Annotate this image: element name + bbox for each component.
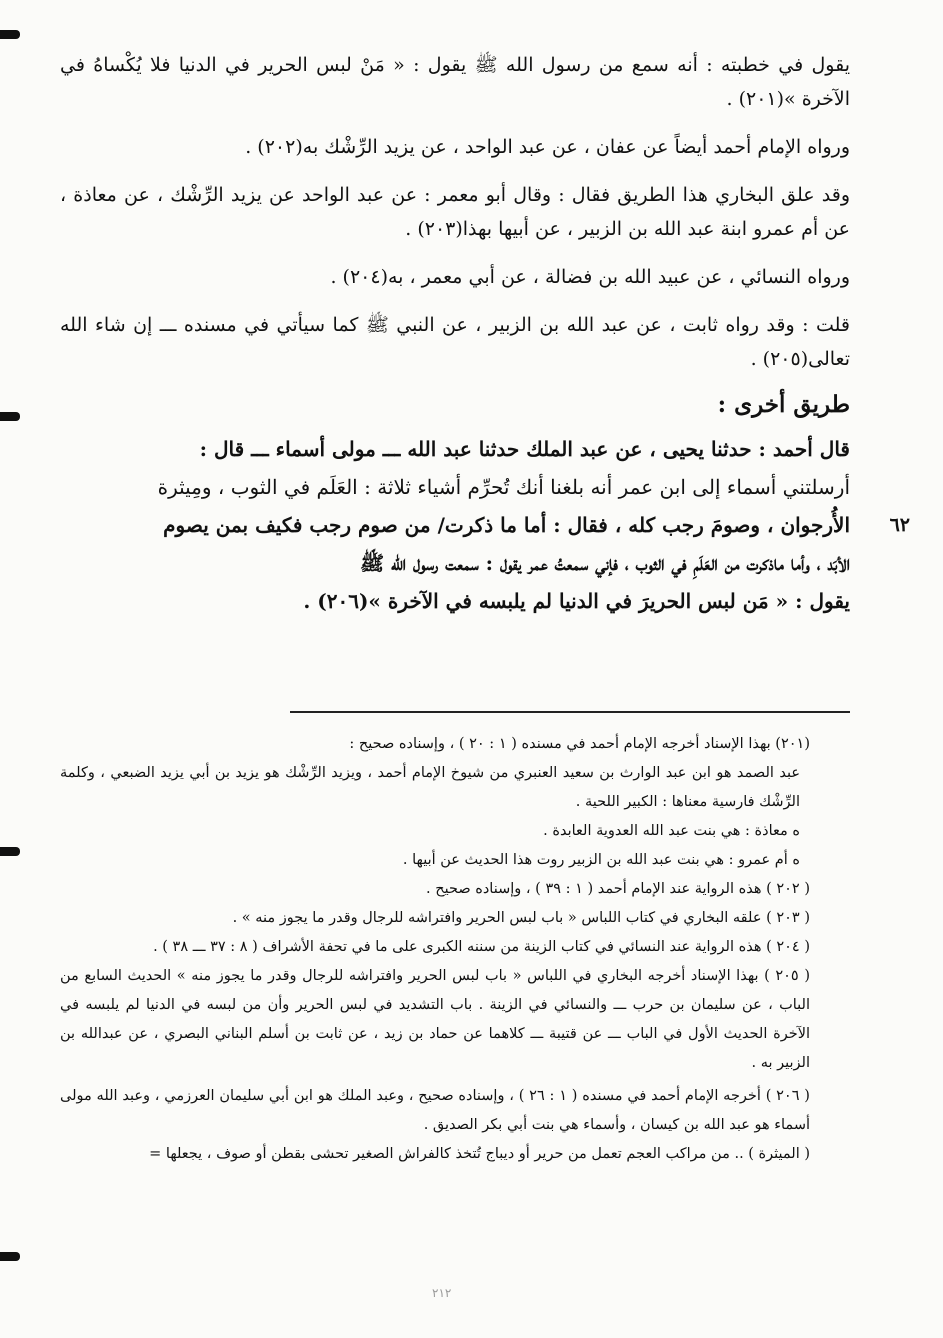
text-line: أرسلتني أسماء إلى ابن عمر أنه بلغنا أنك تُحرِّم أشياء ثلاثة : العَلَم في الثوب ، ومِيثرة [157,475,850,499]
footnote: ( ٢٠٣ ) علقه البخاري في كتاب اللباس « باب لبس الحرير وافتراشه للرجال وقدر ما يجوز منه » . [232,910,810,926]
footnote: ( ٢٠٤ ) هذه الرواية عند النسائي في كتاب الزينة من سننه الكبرى على ما في تحفة الأشراف ( ٨ : ٣٧ ـــ ٣٨ ) . [153,939,810,955]
main-text [60,48,910,620]
paragraph: يقول في خطبته : أنه سمع من رسول الله ﷺ يقول : « مَنْ لبس الحرير في الدنيا فلا يُكْساهُ في الآخرة »(٢٠١) . [60,54,850,110]
footnote-separator [290,711,850,713]
footnotes [60,730,850,1169]
scan-mark [0,847,20,856]
footnote-detail: ه معاذة : هي بنت عبد الله العدوية العابدة . [543,823,800,839]
footnote-detail: ه أم عمرو : هي بنت عبد الله بن الزبير روت هذا الحديث عن أبيها . [402,852,800,868]
footnote: ( الميثرة ) .. من مراكب العجم تعمل من حرير أو ديباج تُتخذ كالفراش الصغير تحشى بقطن أو صوف ، يجعلها = [149,1146,810,1162]
page-number: ٢١٢ [432,1286,452,1300]
footnote: ( ٢٠٢ ) هذه الرواية عند الإمام أحمد ( ١ : ٣٩ ) ، وإسناده صحيح . [426,881,810,897]
paragraph: ورواه النسائي ، عن عبيد الله بن فضالة ، عن أبي معمر ، به(٢٠٤) . [330,266,850,288]
text-line-with-margin [60,506,910,544]
scan-mark [0,412,20,421]
hadith-block [60,430,910,620]
text-line: قال أحمد : حدثنا يحيى ، عن عبد الملك حدثنا عبد الله ـــ مولى أسماء ـــ قال : [199,437,850,461]
section-heading: طريق أخرى : [717,391,850,418]
paragraph: قلت : وقد رواه ثابت ، عن عبد الله بن الزبير ، عن النبي ﷺ كما سيأتي في مسنده ـــ إن شاء الله تعالى(٢٠٥) . [60,314,850,370]
footnote: ( ٢٠٦ ) أخرجه الإمام أحمد في مسنده ( ١ : ٢٦ ) ، وإسناده صحيح ، وعبد الملك هو ابن أبي سليمان العرزمي ، وعبد الله مولى أسماء هو عبد الله بن كيسان ، وأسماء هي بنت أبي بكر الصديق . [60,1088,810,1133]
text-line: الأبَد ، وأما ماذكرت من العَلَمِ في الثوب ، فإني سمعتُ عمر يقول : سمعت رسول الله ﷺ [359,551,850,575]
paragraph: ورواه الإمام أحمد أيضاً عن عفان ، عن عبد الواحد ، عن يزيد الرِّشْك به(٢٠٢) . [245,136,850,158]
footnote: (٢٠١) بهذا الإسناد أخرجه الإمام أحمد في مسنده ( ١ : ٢٠ ) ، وإسناده صحيح : [349,736,810,752]
scan-mark [0,30,20,39]
margin-page-number: ٦٢ [889,514,910,536]
footnote-detail: عبد الصمد هو ابن عبد الوارث بن سعيد العنبري من شيوخ الإمام أحمد ، ويزيد الرِّشْك هو يزيد بن أبي يزيد الضبعي ، وكلمة الرِّشْك فارسية معناها : الكبير اللحية . [60,765,800,810]
scan-mark [0,1252,20,1261]
text-line: الأُرجوان ، وصومَ رجب كله ، فقال : أما ما ذكرت/ من صوم رجب فكيف بمن يصوم [163,513,850,537]
paragraph: وقد علق البخاري هذا الطريق فقال : وقال أبو معمر : عن عبد الواحد عن يزيد الرِّشْك ، عن معاذة ، عن أم عمرو ابنة عبد الله بن الزبير ، عن أبيها بهذا(٢٠٣) . [60,184,850,240]
footnote: ( ٢٠٥ ) بهذا الإسناد أخرجه البخاري في اللباس « باب لبس الحرير وافتراشه للرجال وقدر ما يجوز منه » الحديث السابع من الباب ، عن سليمان بن حرب ـــ والنسائي في الزينة . باب التشديد في لبس الحرير وأن من لبسه في الدنيا لم يلبسه في الآخرة الحديث الأول في الباب ـــ عن قتيبة ـــ كلاهما عن حماد بن زيد ، عن ثابت بن أسلم البناني البصري ، عن عبدالله بن الزبير به . [60,968,810,1071]
text-line: يقول : « مَن لبس الحريرَ في الدنيا لم يلبسه في الآخرة »(٢٠٦) . [303,589,850,613]
